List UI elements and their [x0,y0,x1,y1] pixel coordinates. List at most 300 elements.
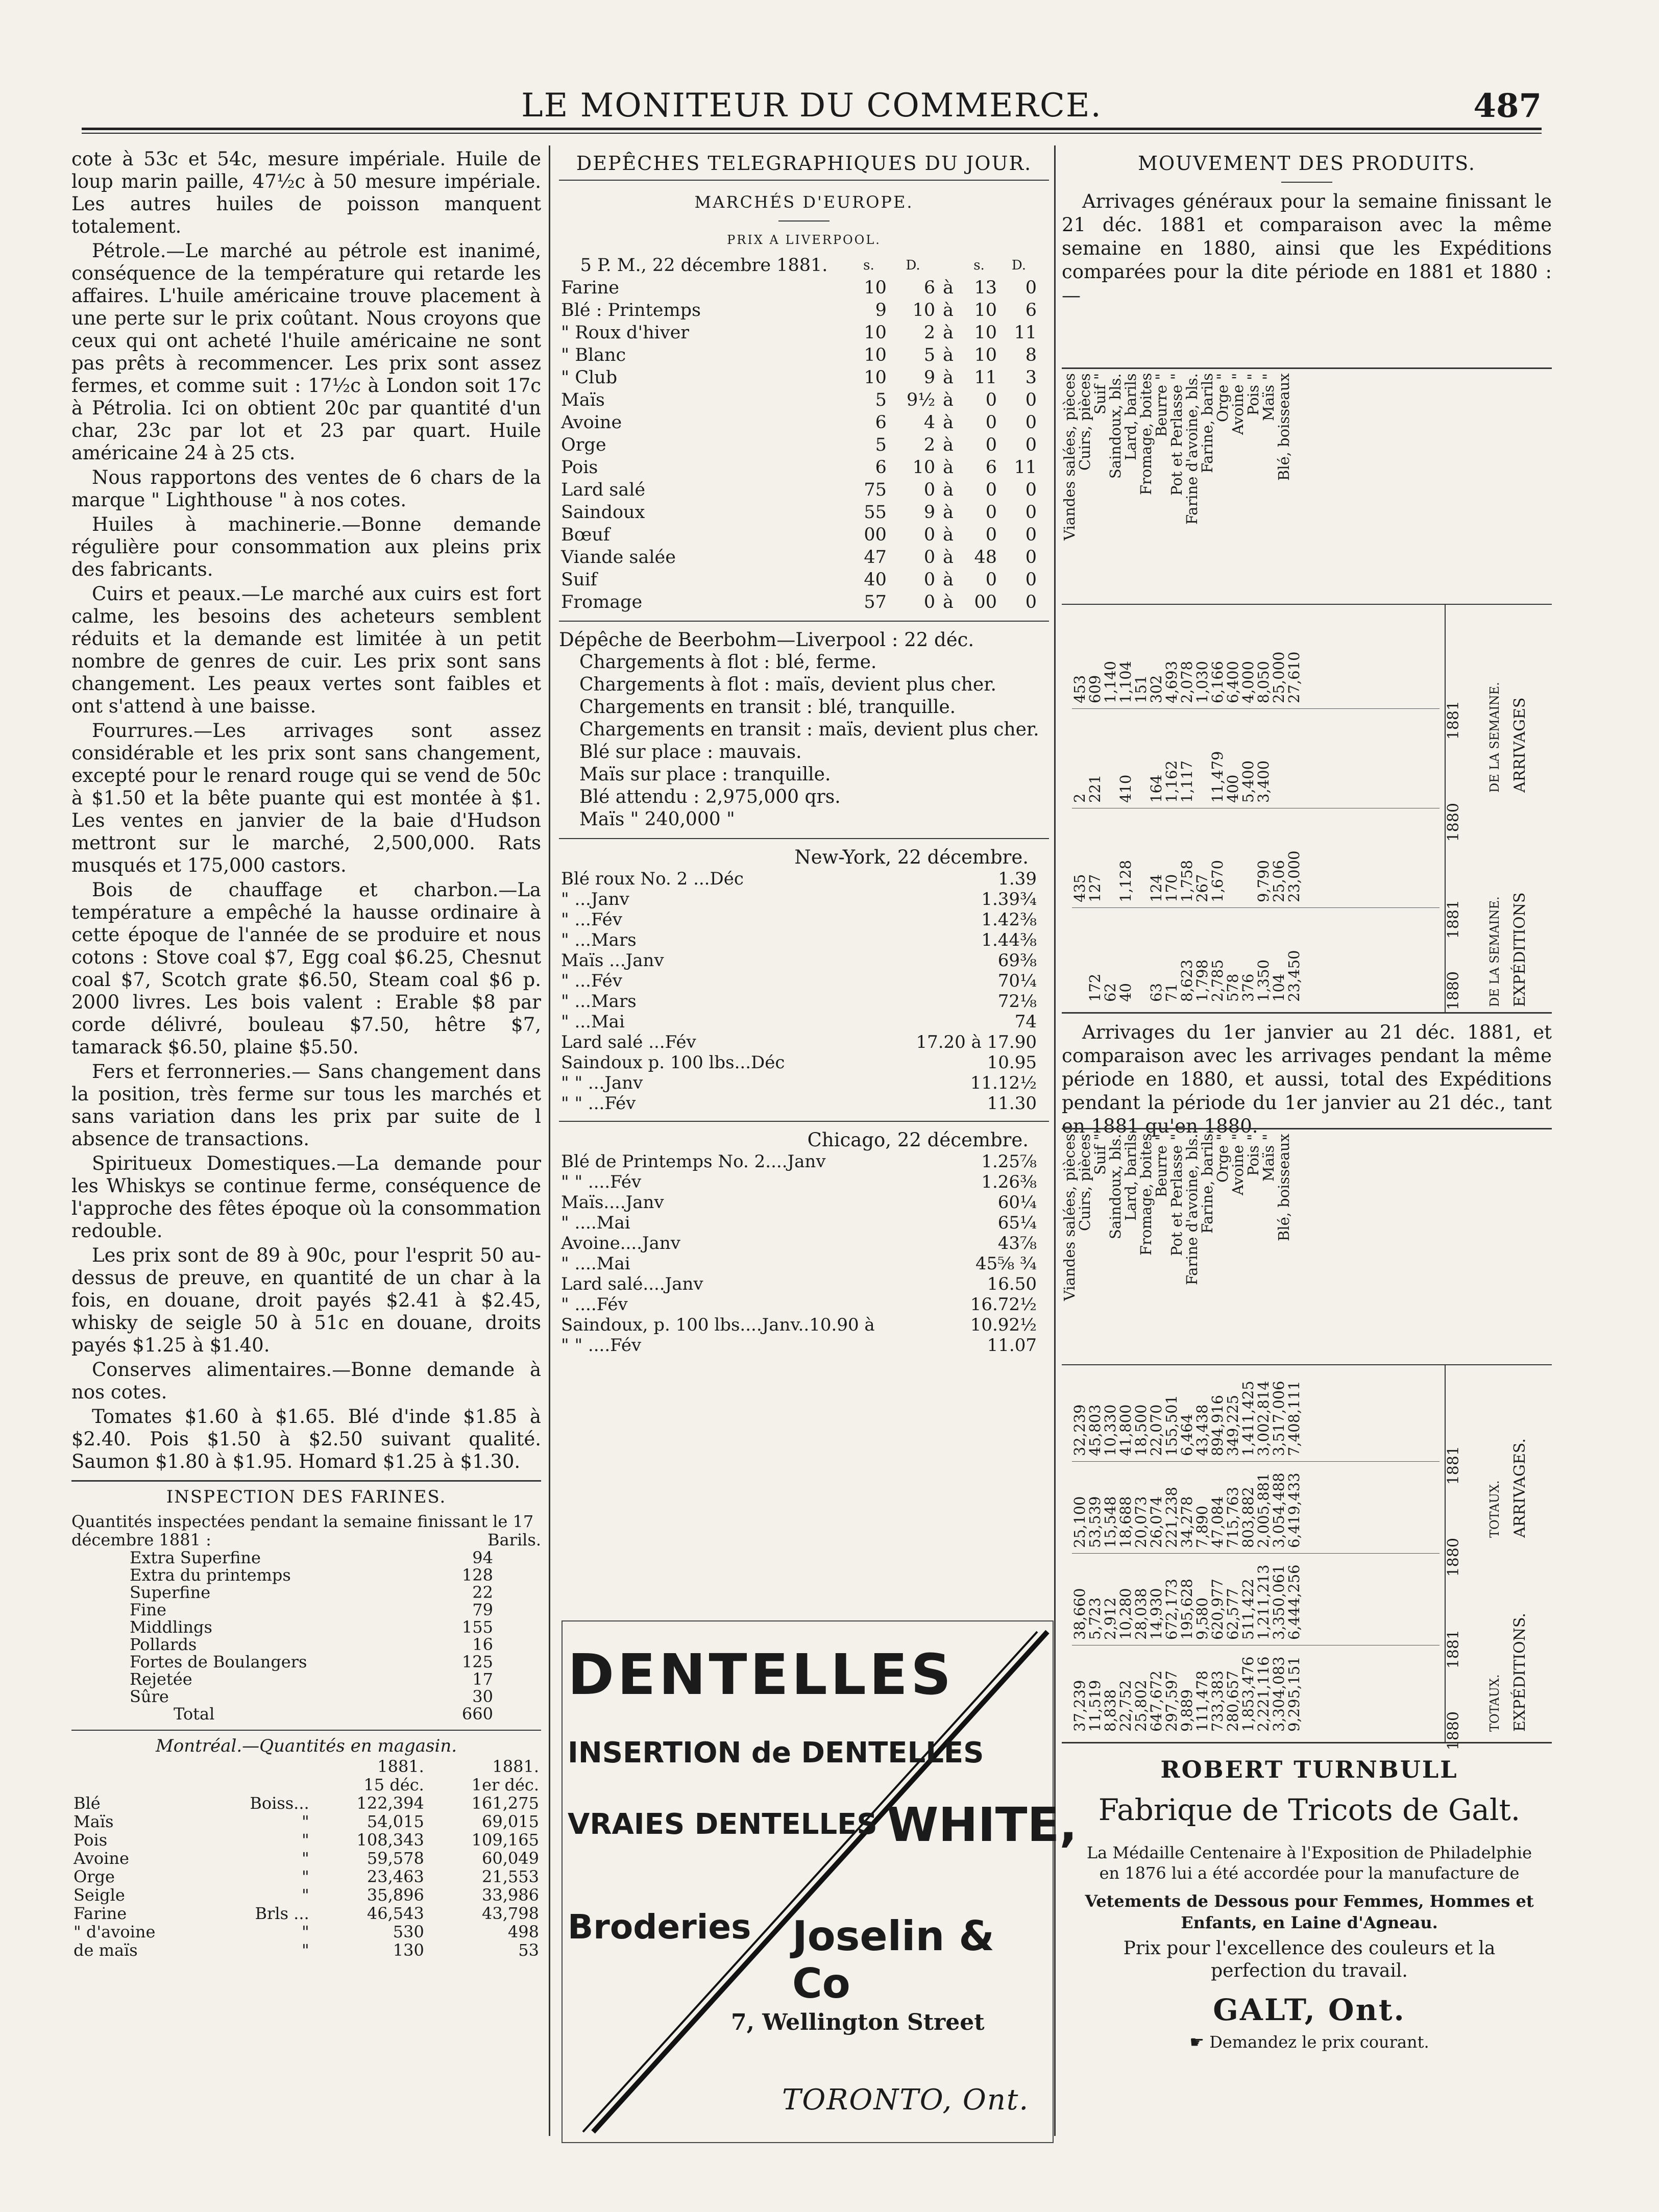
data-value: 6,464 [1178,1413,1196,1456]
row-value: 94 [472,1548,493,1567]
row-value: 8 [1025,345,1037,365]
row-value: 6 [985,457,997,478]
row-value: 55 [864,502,887,523]
product-name: Cuirs, pièces [1076,373,1093,471]
data-value: 195,628 [1178,1579,1196,1640]
data-value: 609 [1086,675,1104,703]
data-group [1072,1645,1440,1737]
data-value [1286,708,1302,803]
montreal-row [71,1794,541,1812]
row-value: 1.25⅞ [981,1151,1037,1172]
chicago-row [559,1172,1039,1192]
data-value: 1,104 [1117,660,1134,703]
data-value: 15,548 [1102,1496,1119,1548]
row-value: 10 [912,300,936,321]
row-label: Avoine [561,412,622,433]
inspection-subtitle: Quantités inspectées pendant la semaine finissant le 17 décembre 1881 : Barils. [71,1512,541,1550]
row-value: 5 [875,390,887,410]
data-group [1072,808,1440,908]
newyork-row [559,889,1039,910]
data-value: 53,539 [1086,1496,1104,1548]
liverpool-row: Bœuf 00 0 à 0 0 [559,524,1039,546]
data-value: 27,610 [1285,651,1303,703]
data-value: 124 [1148,874,1165,902]
inspection-unit: Barils. [487,1530,541,1550]
data-value [1133,808,1149,902]
data-value: 715,763 [1224,1487,1241,1548]
data-group [1072,1369,1440,1462]
row-value: 10 [974,300,997,321]
data-value: 1,211,213 [1255,1564,1272,1640]
row-unit: " [301,1812,309,1831]
row-unit: " [301,1922,309,1941]
turnbull-fabrique: Fabrique de Tricots de Galt. [1098,1792,1521,1827]
data-value [1133,708,1149,803]
row-value: 11 [1014,457,1037,478]
row-value: 0 [923,480,936,500]
data-value: 1,798 [1193,959,1211,1002]
row-unit: " [301,1885,309,1905]
row-value: 16.72½ [970,1294,1037,1315]
data-value: 9,295,151 [1285,1656,1303,1732]
data-group [1072,708,1440,808]
row-value: 69⅜ [997,950,1037,971]
data-value: 20,073 [1132,1496,1150,1548]
row-value: 74 [1014,1012,1037,1032]
row-value: 43,798 [482,1904,539,1923]
row-label: Seigle [74,1885,125,1905]
data-value: 11,519 [1086,1680,1104,1732]
europe-title: MARCHÉS D'EUROPE. [694,192,914,212]
product-name: Saindoux, bls. [1107,1134,1124,1239]
row-value: 125 [461,1652,493,1672]
paragraph-machinerie: Huiles à machinerie.—Bonne demande régulière pour consommation aux pleins prix des fabricants. [71,513,541,580]
paragraph-fourrures: Fourrures.—Les arrivages sont assez considérable et les prix sont sans changement, excepté pour le renard rouge qui se vend de 50c à $1.50 et la bête puante qui est montée à $1. Les ventes en janvier de la baie d'Hudson mettront sur le marché, 2,500,000. Rats musqués et 175,000 castors. [71,720,541,876]
inspection-row [128,1549,495,1566]
row-value: 10.92½ [970,1315,1037,1335]
products-intro-2: Arrivages du 1er janvier au 21 déc. 1881, et comparaison avec les arrivages pendant la même période en 1880, et aussi, total des Expéditions pendant la période du 1er janvier au 21 déc., tant en 1881 qu'en 1880. [1062,1021,1552,1137]
data-value: 2 [1071,793,1088,803]
newyork-row [559,910,1039,930]
paragraph-spiritueux: Spiritueux Domestiques.—La demande pour les Whiskys se continue ferme, conséquence de l'approche des fêtes époque où la consommation redouble. [71,1152,541,1242]
t2-arr-title: ARRIVAGES. [1511,1438,1529,1538]
data-value: 376 [1239,973,1257,1002]
beerbohm-title: Dépêche de Beerbohm—Liverpool : 22 déc. [559,629,974,651]
data-value [1271,708,1286,803]
liverpool-row: Saindoux 55 9 à 0 0 [559,501,1039,524]
row-value: 21,553 [482,1867,539,1886]
row-label: Pollards [130,1635,197,1654]
data-value: 647,672 [1148,1670,1165,1732]
ad-dentelles: DENTELLES [568,1642,955,1707]
data-value: 2,005,881 [1255,1472,1272,1548]
row-value: 0 [985,570,997,590]
data-value: 28,038 [1132,1588,1150,1640]
product-name: Farine d'avoine, bls. [1183,1134,1201,1285]
product-name: Fromage, boites [1137,373,1155,496]
paragraph-conserves: Conserves alimentaires.—Bonne demande à nos cotes. [71,1359,541,1403]
row-value: 5 [875,435,887,455]
data-value: 11,479 [1209,751,1226,803]
inspection-row [128,1653,495,1670]
row-value: 45⅝ ¾ [975,1254,1037,1274]
row-value: 10 [864,323,887,343]
data-value: 1,350 [1255,959,1272,1002]
inspection-row [128,1601,495,1618]
row-label: Maïs ...Janv [561,950,664,971]
weekly-table: Blé, boisseaux Maïs " Pois " Avoine " Orge " Farine, barils Farine d'avoine, bls. Pot et Perlasse " Beurre " Fromage, boites Lard, barils Saindoux, bls. Suif " Cuirs, pièces Viandes salées, pièces ARRIVAGES DE LA SEMAINE. EXPÉDITIONS DE LA SEMAINE. 1881 1880 1881 1880 27,610 25,000 8,050 4,000 6,400 6,166 1,030 2,078 4,693 302 151 1,104 1,140 609 453 3,400 5,400 400 11,479 1,117 1,162 164 410 221 2 23,000 25,06 9,790 1,670 267 1,758 170 124 1,128 127 435 23,450 104 1,350 376 578 2,785 1,798 8,623 71 63 40 62 172 [1062,367,1552,1014]
row-value: 0 [985,412,997,433]
pointing-hand-icon: ☛ [1189,2032,1205,2052]
montreal-title: Montréal.—Quantités en magasin. [155,1736,457,1756]
data-value: 3,517,006 [1270,1381,1287,1456]
row-value: 6 [875,412,887,433]
data-value: 3,304,083 [1270,1656,1287,1732]
data-value: 34,278 [1178,1496,1196,1548]
data-group [1072,609,1440,709]
row-value: 11.30 [987,1093,1037,1114]
row-unit: " [301,1867,309,1886]
data-value: 1,117 [1178,760,1196,803]
row-value: 9½ [907,390,936,410]
newyork-row [559,930,1039,950]
telegraph-title: DEPÊCHES TELEGRAPHIQUES DU JOUR. [576,152,1032,175]
data-value: 578 [1224,973,1241,1002]
row-label: " ....Mai [561,1213,630,1233]
row-value: 108,343 [356,1830,424,1850]
row-value: 9 [923,502,936,523]
row-label: Fine [130,1600,166,1619]
data-value: 5,400 [1239,760,1257,803]
row-value: 17.20 à 17.90 [916,1032,1037,1052]
row-value: 1.26⅜ [981,1172,1037,1192]
row-value: 40 [864,570,887,590]
product-name: Pois " [1245,1134,1262,1176]
data-value: 2,912 [1102,1597,1119,1640]
newyork-row [559,1073,1039,1093]
product-name: Farine d'avoine, bls. [1183,373,1201,525]
row-label: Avoine....Janv [561,1233,680,1254]
page-header [82,77,1542,133]
data-value: 23,000 [1285,850,1303,902]
beerbohm-line: Chargements en transit : maïs, devient plus cher. [579,719,1039,740]
liverpool-row: " Roux d'hiver 10 2 à 10 11 [559,322,1039,344]
row-value: 10 [864,345,887,365]
product-name: Blé, boisseaux [1275,373,1292,481]
row-value: 23,463 [367,1867,424,1886]
row-unit: " [301,1940,309,1960]
paragraph-huile: cote à 53c et 54c, mesure impériale. Huile de loup marin paille, 47½c à 50 mesure impériale. Les autres huiles de poisson manquent totalement. [71,148,541,237]
row-value: 47 [864,547,887,568]
turnbull-advertisement [1067,1756,1552,2052]
chicago-row [559,1274,1039,1294]
data-value: 1,670 [1209,859,1226,902]
data-value: 5,723 [1086,1597,1104,1640]
data-value: 25,802 [1132,1680,1150,1732]
data-value: 7,890 [1193,1505,1211,1548]
ad-white: WHITE, [887,1798,1078,1852]
turnbull-galt: GALT, Ont. [1213,1993,1406,2027]
row-unit: " [301,1849,309,1868]
data-value [1194,708,1210,803]
row-value: 0 [1025,435,1037,455]
data-value: 3,054,488 [1270,1472,1287,1548]
turnbull-medal: La Médaille Centenaire à l'Exposition de Philadelphie en 1876 lui a été accordée pour la manufacture de [1086,1843,1532,1883]
liverpool-row: Suif 40 0 à 0 0 [559,569,1039,591]
beerbohm-line: Chargements en transit : blé, tranquille. [579,697,956,718]
inspection-row [128,1584,495,1601]
row-value: 0 [985,390,997,410]
beerbohm-line: Maïs sur place : tranquille. [579,764,831,785]
row-value: 0 [985,480,997,500]
data-value: 8,623 [1178,959,1196,1002]
chicago-row [559,1254,1039,1274]
row-value: 10 [974,323,997,343]
data-value: 3,002,814 [1255,1381,1272,1456]
row-label: Maïs....Janv [561,1192,664,1213]
row-value: 0 [1025,278,1037,298]
row-label: " d'avoine [74,1922,156,1941]
data-value: 25,000 [1270,651,1287,703]
data-group [1072,1461,1440,1554]
product-name: Farine, barils [1199,1134,1216,1234]
chicago-row [559,1192,1039,1213]
data-value [1072,907,1087,1002]
t2-exp-sub: TOTAUX. [1487,1674,1502,1732]
inspection-row [128,1688,495,1705]
row-value: 0 [985,525,997,545]
liverpool-row: Blé : Printemps 9 10 à 10 6 [559,299,1039,322]
product-name: Beurre " [1153,373,1170,437]
beerbohm-line: Blé sur place : mauvais. [579,742,802,763]
montreal-row [71,1849,541,1867]
product-name: Beurre " [1153,1134,1170,1197]
row-label: Lard salé....Janv [561,1274,703,1294]
row-value: 60,049 [482,1849,539,1868]
t2-arr-sub: TOTAUX. [1487,1480,1502,1538]
row-value: 109,165 [471,1830,539,1850]
montreal-row [71,1941,541,1959]
t2-exp-title: EXPÉDITIONS. [1511,1613,1529,1732]
newyork-title: New-York, 22 décembre. [794,846,1029,868]
row-label: Pois [74,1830,108,1850]
chicago-row [559,1213,1039,1233]
row-value: 60¼ [997,1192,1037,1213]
row-label: Suif [561,570,597,590]
turnbull-prix: Prix pour l'excellence des couleurs et la perfection du travail. [1123,1938,1496,1981]
row-label: " ....Mai [561,1254,630,1274]
data-value [1225,808,1240,902]
row-label: Fortes de Boulangers [130,1652,307,1672]
ad-broderies: Broderies [568,1907,751,1947]
newyork-row [559,869,1039,889]
data-value: 511,422 [1239,1579,1257,1640]
row-value: 6 [923,278,936,298]
row-value: 0 [1025,502,1037,523]
column-products [1061,148,1552,1751]
row-label: Blé : Printemps [561,300,701,321]
data-value: 280,657 [1224,1670,1241,1732]
row-label: Rejetée [130,1669,192,1689]
data-value: 62,577 [1224,1588,1241,1640]
beerbohm-line: Chargements à flot : maïs, devient plus cher. [579,674,996,695]
data-value: 9,889 [1178,1689,1196,1732]
data-value: 9,580 [1193,1597,1211,1640]
row-value: 1.39¾ [981,889,1037,910]
turnbull-vetements: Vetements de Dessous pour Femmes, Hommes et Enfants, en Laine d'Agneau. [1085,1891,1534,1932]
data-value: 620,977 [1209,1579,1226,1640]
row-value: 30 [472,1687,493,1706]
row-value: 0 [1025,412,1037,433]
inspection-row [128,1636,495,1653]
data-value [1240,808,1256,902]
product-name: Maïs " [1260,373,1277,421]
montreal-row [71,1923,541,1941]
product-name: Saindoux, bls. [1107,373,1124,479]
data-value: 297,597 [1163,1670,1180,1732]
row-unit: Boiss... [250,1793,309,1813]
data-value: 302 [1148,675,1165,703]
row-value: 72⅛ [997,991,1037,1012]
row-label: de maïs [74,1940,138,1960]
data-value: 410 [1117,774,1134,803]
data-value: 1,758 [1178,859,1196,902]
row-label: " ....Fév [561,1294,628,1315]
row-value: 43⅞ [997,1233,1037,1254]
inspection-row [128,1670,495,1688]
product-name: Avoine " [1229,1134,1247,1196]
chicago-row [559,1233,1039,1254]
liverpool-row: Lard salé 75 0 à 0 0 [559,479,1039,501]
data-value: 40 [1117,983,1134,1002]
montreal-row [71,1867,541,1886]
row-value: 10 [974,345,997,365]
data-value: 2,785 [1209,959,1226,1002]
data-group [1072,1553,1440,1645]
data-value: 6,419,433 [1285,1472,1303,1548]
paragraph-bois: Bois de chauffage et charbon.—La température a empêché la hausse ordinaire à cette époque de l'année de se produire et nous cotons : Stove coal $7, Egg coal $6.25, Chesnut coal $7, Scotch grate $6.50, Steam coal $6 p. 2000 livres. Les bois valent : Erable $8 par corde délivré, bouleau $7.50, hêtre $7, tamarack $6.50, plaine $5.50. [71,879,541,1058]
paragraph-tomates: Tomates $1.60 à $1.65. Blé d'inde $1.85 à $2.40. Pois $1.50 à $2.50 suivant qualité. Saumon $1.80 à $1.95. Homard $1.25 à $1.30. [71,1406,541,1472]
products-intro: Arrivages généraux pour la semaine finissant le 21 déc. 1881 et comparaison avec la même semaine en 1880, ainsi que les Expéditions comparées pour la dite période en 1881 et 1880 :— [1062,190,1552,306]
row-label: " ...Mars [561,930,637,950]
row-value: 0 [985,502,997,523]
newspaper-title: LE MONITEUR DU COMMERCE. [521,87,1102,125]
row-value: 70¼ [997,971,1037,991]
row-value: 3 [1025,367,1037,388]
row-value: 10 [912,457,936,478]
data-value: 9,790 [1255,859,1272,902]
turnbull-name: ROBERT TURNBULL [1160,1756,1458,1783]
data-value: 14,930 [1148,1588,1165,1640]
product-name: Farine, barils [1199,373,1216,474]
row-value: 22 [472,1583,493,1602]
row-label: " " ...Janv [561,1073,643,1093]
row-value: 35,896 [367,1885,424,1905]
data-value: 1,128 [1117,859,1134,902]
row-value: 1.44⅜ [981,930,1037,950]
data-value: 4,693 [1163,660,1180,703]
row-value: 130 [393,1940,424,1960]
product-name: Fromage, boites [1137,1134,1155,1256]
data-value: 221 [1086,774,1104,803]
row-label: " Blanc [561,345,626,365]
data-value: 22,752 [1117,1680,1134,1732]
row-value: 128 [461,1565,493,1585]
newyork-row [559,1032,1039,1052]
data-value: 435 [1071,874,1088,902]
row-label: " " ....Fév [561,1335,642,1356]
data-value: 6,444,256 [1285,1564,1303,1640]
row-label: Sûre [130,1687,169,1706]
liverpool-row: " Club 10 9 à 11 3 [559,366,1039,389]
data-value: 6,400 [1224,660,1241,703]
row-label: Blé roux No. 2 ...Déc [561,869,744,889]
newyork-row [559,971,1039,991]
chicago-row [559,1335,1039,1356]
row-value: 161,275 [471,1793,539,1813]
row-value: 122,394 [356,1793,424,1813]
newyork-row [559,1093,1039,1114]
paragraph-cuirs: Cuirs et peaux.—Le marché aux cuirs est fort calme, les besoins des acheteurs semblent réduits et la demande est limitée à un petit nombre de genres de cuir. Les prix sont sans changement. Les peaux vertes sont faibles et ont s'attend à une baisse. [71,583,541,717]
data-value: 23,450 [1285,950,1303,1002]
ad-joselin: Joselin & Co [792,1912,995,2007]
row-value: 0 [1025,390,1037,410]
row-value: 0 [1025,525,1037,545]
data-value: 164 [1148,774,1165,803]
row-label: Fromage [561,592,643,612]
data-value: 43,438 [1193,1404,1211,1456]
liverpool-row: Viande salée 47 0 à 48 0 [559,546,1039,569]
montreal-row [71,1831,541,1849]
row-value: 17 [472,1669,493,1689]
data-value: 62 [1102,983,1119,1002]
products-title: MOUVEMENT DES PRODUITS. [1138,152,1476,175]
row-label: Avoine [74,1849,129,1868]
data-value: 47,084 [1209,1496,1226,1548]
data-value: 155,501 [1163,1395,1180,1456]
row-label: Saindoux, p. 100 lbs....Janv..10.90 à [561,1315,875,1335]
data-value [1133,907,1149,1002]
t1-exp-title: EXPÉDITIONS [1511,892,1529,1007]
ad-vraies: VRAIES DENTELLES [568,1808,877,1841]
row-label: Saindoux [561,502,645,523]
row-label: " ...Mai [561,1012,625,1032]
row-value: 0 [1025,480,1037,500]
row-label: " Club [561,367,618,388]
row-value: 0 [923,570,936,590]
row-label: Farine [561,278,619,298]
ad-city: TORONTO, Ont. [782,2083,1030,2117]
row-value: 59,578 [367,1849,424,1868]
row-label: Maïs [74,1812,114,1831]
row-label: " " ....Fév [561,1172,642,1192]
data-value: 7,408,111 [1285,1381,1303,1456]
product-name: Orge " [1214,373,1231,422]
product-name: Suif " [1091,1134,1109,1175]
row-label: " ...Fév [561,910,622,930]
data-value: 1,853,476 [1239,1656,1257,1732]
row-label: Viande salée [561,547,676,568]
data-value: 32,239 [1071,1404,1088,1456]
data-value: 170 [1163,874,1180,902]
data-value: 25,06 [1270,859,1287,902]
page-number: 487 [1473,87,1542,125]
liverpool-row: Orge 5 2 à 0 0 [559,434,1039,456]
row-label: Middlings [130,1617,212,1637]
data-value: 151 [1132,675,1150,703]
beerbohm-line: Maïs " 240,000 " [579,809,735,830]
row-label: Lard salé ...Fév [561,1032,696,1052]
